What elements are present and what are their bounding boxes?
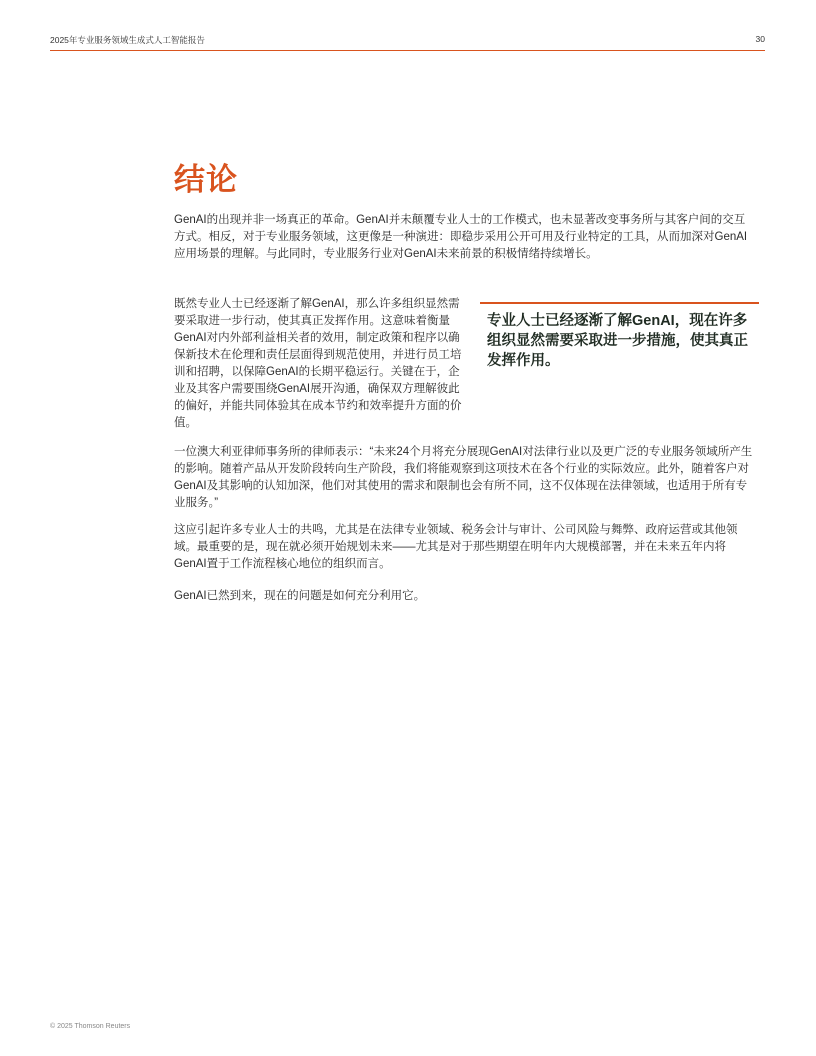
page-number: 30 [755, 34, 765, 44]
paragraph-lawyer-quote: 一位澳大利亚律师事务所的律师表示：“未来24个月将充分展现GenAI对法律行业以及更广泛的专业服务领域所产生的影响。随着产品从开发阶段转向生产阶段，我们将能观察到这项技术在各个行业的实际效应。此外，随着客户对GenAI及其影响的认知加深，他们对其使用的需求和限制也会有所不同，这不仅体现在法律领域，也适用于所有专业服务。” [174, 446, 753, 509]
section-title: 结论 [174, 162, 238, 197]
pull-quote-text: 专业人士已经逐渐了解GenAI，现在许多组织显然需要采取进一步措施，使其真正发挥作用。 [487, 313, 748, 369]
page-header [50, 34, 765, 51]
paragraph-next-steps: 既然专业人士已经逐渐了解GenAI，那么许多组织显然需要采取进一步行动，使其真正发挥作用。这意味着衡量GenAI对内外部利益相关者的效用，制定政策和程序以确保新技术在伦理和责任层面得到规范使用，并进行员工培训和招聘，以保障GenAI的长期平稳运行。关键在于，企业及其客户需要围绕GenAI展开沟通，确保双方理解彼此的偏好，并能共同体验其在成本节约和效率提升方面的价值。 [174, 298, 462, 429]
pull-quote [480, 302, 759, 371]
paragraph-closing: GenAI已然到来，现在的问题是如何充分利用它。 [174, 590, 426, 602]
report-title: 2025年专业服务领域生成式人工智能报告 [50, 35, 205, 45]
copyright-footer: © 2025 Thomson Reuters [50, 1023, 131, 1030]
paragraph-intro: GenAI的出现并非一场真正的革命。GenAI并未颠覆专业人士的工作模式，也未显著改变事务所与其客户间的交互方式。相反，对于专业服务领域，这更像是一种演进：即稳步采用公开可用及行业特定的工具，从而加深对GenAI应用场景的理解。与此同时，专业服务行业对GenAI未来前景的积极情绪持续增长。 [174, 214, 748, 260]
paragraph-resonance: 这应引起许多专业人士的共鸣，尤其是在法律专业领域、税务会计与审计、公司风险与舞弊、政府运营或其他领域。最重要的是，现在就必须开始规划未来——尤其是对于那些期望在明年内大规模部署，并在未来五年内将GenAI置于工作流程核心地位的组织而言。 [174, 524, 738, 570]
